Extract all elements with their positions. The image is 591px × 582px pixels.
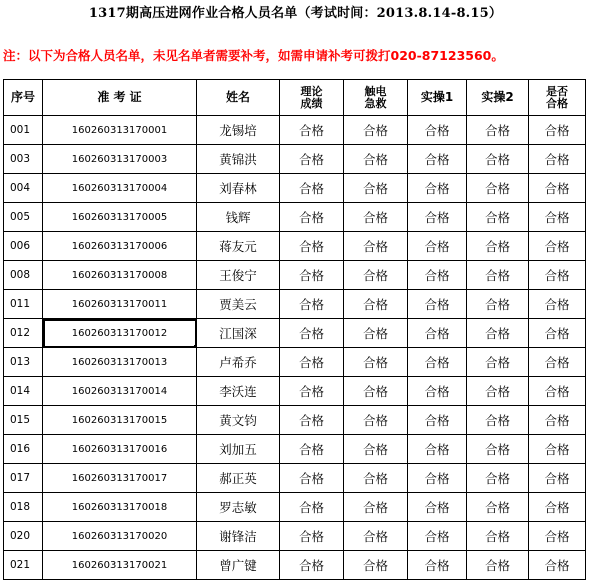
cell-ticket[interactable]: 160260313170015 (43, 406, 197, 435)
cell-electric[interactable]: 合格 (344, 551, 408, 580)
cell-electric[interactable]: 合格 (344, 435, 408, 464)
cell-name[interactable]: 郝正英 (197, 464, 280, 493)
cell-electric[interactable]: 合格 (344, 203, 408, 232)
table-row (4, 522, 586, 551)
cell-practice2[interactable]: 合格 (467, 319, 529, 348)
cell-electric[interactable]: 合格 (344, 348, 408, 377)
cell-seq[interactable]: 018 (4, 493, 43, 522)
header-practice1[interactable]: 实操1 (408, 80, 467, 116)
table-row (4, 174, 586, 203)
table-row (4, 232, 586, 261)
cell-practice2[interactable]: 合格 (467, 232, 529, 261)
cell-qualified[interactable]: 合格 (529, 232, 586, 261)
cell-ticket[interactable]: 160260313170018 (43, 493, 197, 522)
cell-seq[interactable]: 021 (4, 551, 43, 580)
header-qualified[interactable] (529, 80, 586, 116)
cell-seq[interactable]: 011 (4, 290, 43, 319)
fill-handle[interactable] (194, 345, 197, 348)
header-qualified-label: 是否合格 (546, 84, 568, 110)
header-name[interactable]: 姓名 (197, 80, 280, 116)
cell-practice1[interactable]: 合格 (408, 319, 467, 348)
cell-qualified[interactable]: 合格 (529, 522, 586, 551)
table-row (4, 290, 586, 319)
cell-practice1[interactable]: 合格 (408, 551, 467, 580)
cell-practice1[interactable]: 合格 (408, 232, 467, 261)
table-row (4, 116, 586, 145)
cell-practice1[interactable]: 合格 (408, 116, 467, 145)
cell-practice1[interactable]: 合格 (408, 493, 467, 522)
cell-electric[interactable]: 合格 (344, 406, 408, 435)
cell-name[interactable]: 谢锋洁 (197, 522, 280, 551)
cell-practice1[interactable]: 合格 (408, 522, 467, 551)
cell-electric[interactable]: 合格 (344, 232, 408, 261)
cell-qualified[interactable]: 合格 (529, 116, 586, 145)
cell-name[interactable]: 刘春林 (197, 174, 280, 203)
table-row (4, 145, 586, 174)
cell-theory[interactable]: 合格 (280, 377, 344, 406)
cell-ticket[interactable]: 160260313170003 (43, 145, 197, 174)
cell-qualified[interactable]: 合格 (529, 406, 586, 435)
cell-practice2[interactable]: 合格 (467, 116, 529, 145)
cell-practice1[interactable]: 合格 (408, 348, 467, 377)
cell-practice1[interactable]: 合格 (408, 203, 467, 232)
cell-name[interactable]: 李沃连 (197, 377, 280, 406)
cell-theory[interactable]: 合格 (280, 522, 344, 551)
cell-qualified[interactable]: 合格 (529, 551, 586, 580)
cell-ticket[interactable]: 160260313170012 (43, 319, 197, 348)
cell-practice1[interactable]: 合格 (408, 406, 467, 435)
cell-electric[interactable]: 合格 (344, 145, 408, 174)
cell-theory[interactable]: 合格 (280, 493, 344, 522)
cell-seq[interactable]: 015 (4, 406, 43, 435)
cell-practice2[interactable]: 合格 (467, 522, 529, 551)
cell-theory[interactable]: 合格 (280, 290, 344, 319)
qualified-roster-table (3, 79, 586, 580)
cell-qualified[interactable]: 合格 (529, 145, 586, 174)
cell-ticket[interactable]: 160260313170001 (43, 116, 197, 145)
cell-theory[interactable]: 合格 (280, 145, 344, 174)
page-title: 1317期高压进网作业合格人员名单（考试时间：2013.8.14-8.15） (88, 6, 503, 21)
header-theory[interactable] (280, 80, 344, 116)
header-row (4, 80, 586, 116)
cell-practice2[interactable]: 合格 (467, 174, 529, 203)
cell-theory[interactable]: 合格 (280, 348, 344, 377)
cell-ticket[interactable]: 160260313170008 (43, 261, 197, 290)
cell-qualified[interactable]: 合格 (529, 290, 586, 319)
cell-seq[interactable]: 006 (4, 232, 43, 261)
cell-ticket[interactable]: 160260313170017 (43, 464, 197, 493)
cell-electric[interactable]: 合格 (344, 290, 408, 319)
cell-electric[interactable]: 合格 (344, 377, 408, 406)
cell-qualified[interactable]: 合格 (529, 464, 586, 493)
cell-name[interactable]: 黄文钧 (197, 406, 280, 435)
cell-qualified[interactable]: 合格 (529, 493, 586, 522)
cell-practice2[interactable]: 合格 (467, 406, 529, 435)
cell-electric[interactable]: 合格 (344, 464, 408, 493)
cell-ticket[interactable]: 160260313170013 (43, 348, 197, 377)
cell-seq[interactable]: 003 (4, 145, 43, 174)
cell-qualified[interactable]: 合格 (529, 261, 586, 290)
header-practice2[interactable]: 实操2 (467, 80, 529, 116)
cell-practice1[interactable]: 合格 (408, 174, 467, 203)
cell-ticket[interactable]: 160260313170016 (43, 435, 197, 464)
table-row (4, 406, 586, 435)
cell-practice1[interactable]: 合格 (408, 435, 467, 464)
cell-ticket[interactable]: 160260313170020 (43, 522, 197, 551)
cell-theory[interactable]: 合格 (280, 232, 344, 261)
cell-seq[interactable]: 016 (4, 435, 43, 464)
cell-practice2[interactable]: 合格 (467, 435, 529, 464)
cell-ticket[interactable]: 160260313170021 (43, 551, 197, 580)
roster-body (4, 116, 586, 580)
cell-theory[interactable]: 合格 (280, 174, 344, 203)
cell-name[interactable]: 王俊宁 (197, 261, 280, 290)
cell-practice1[interactable]: 合格 (408, 464, 467, 493)
cell-name[interactable]: 曾广键 (197, 551, 280, 580)
cell-ticket[interactable]: 160260313170006 (43, 232, 197, 261)
cell-theory[interactable]: 合格 (280, 261, 344, 290)
table-row (4, 319, 586, 348)
table-row (4, 203, 586, 232)
header-electric-label: 触电急救 (364, 84, 387, 110)
cell-practice2[interactable]: 合格 (467, 377, 529, 406)
cell-theory[interactable]: 合格 (280, 551, 344, 580)
cell-theory[interactable]: 合格 (280, 464, 344, 493)
cell-electric[interactable]: 合格 (344, 174, 408, 203)
table-row (4, 493, 586, 522)
cell-name[interactable]: 江国深 (197, 319, 280, 348)
header-seq[interactable]: 序号 (4, 80, 43, 116)
table-row (4, 348, 586, 377)
cell-seq[interactable]: 004 (4, 174, 43, 203)
cell-electric[interactable]: 合格 (344, 522, 408, 551)
header-electric[interactable] (344, 80, 408, 116)
cell-practice2[interactable]: 合格 (467, 203, 529, 232)
cell-seq[interactable]: 012 (4, 319, 43, 348)
cell-electric[interactable]: 合格 (344, 116, 408, 145)
table-row (4, 464, 586, 493)
cell-seq[interactable]: 014 (4, 377, 43, 406)
cell-ticket[interactable]: 160260313170011 (43, 290, 197, 319)
cell-qualified[interactable]: 合格 (529, 319, 586, 348)
cell-name[interactable]: 贾美云 (197, 290, 280, 319)
header-theory-label: 理论成绩 (300, 84, 323, 110)
cell-seq[interactable]: 013 (4, 348, 43, 377)
cell-practice2[interactable]: 合格 (467, 464, 529, 493)
cell-seq[interactable]: 020 (4, 522, 43, 551)
cell-name[interactable]: 蒋友元 (197, 232, 280, 261)
cell-qualified[interactable]: 合格 (529, 435, 586, 464)
cell-ticket[interactable]: 160260313170014 (43, 377, 197, 406)
cell-practice1[interactable]: 合格 (408, 290, 467, 319)
cell-practice2[interactable]: 合格 (467, 290, 529, 319)
table-row (4, 435, 586, 464)
cell-practice2[interactable]: 合格 (467, 551, 529, 580)
cell-practice1[interactable]: 合格 (408, 145, 467, 174)
cell-practice2[interactable]: 合格 (467, 348, 529, 377)
cell-theory[interactable]: 合格 (280, 203, 344, 232)
cell-qualified[interactable]: 合格 (529, 348, 586, 377)
cell-seq[interactable]: 005 (4, 203, 43, 232)
cell-qualified[interactable]: 合格 (529, 377, 586, 406)
notice-text: 注：以下为合格人员名单，未见名单者需要补考，如需申请补考可拨打020-87123560。 (3, 48, 504, 63)
cell-electric[interactable]: 合格 (344, 261, 408, 290)
cell-qualified[interactable]: 合格 (529, 203, 586, 232)
cell-theory[interactable]: 合格 (280, 435, 344, 464)
cell-name[interactable]: 龙锡培 (197, 116, 280, 145)
header-ticket[interactable]: 准 考 证 (43, 80, 197, 116)
cell-name[interactable]: 钱辉 (197, 203, 280, 232)
cell-practice2[interactable]: 合格 (467, 493, 529, 522)
cell-name[interactable]: 黄锦洪 (197, 145, 280, 174)
cell-seq[interactable]: 001 (4, 116, 43, 145)
table-row (4, 377, 586, 406)
table-row (4, 261, 586, 290)
cell-name[interactable]: 刘加五 (197, 435, 280, 464)
cell-theory[interactable]: 合格 (280, 406, 344, 435)
cell-practice2[interactable]: 合格 (467, 261, 529, 290)
cell-ticket[interactable]: 160260313170005 (43, 203, 197, 232)
cell-electric[interactable]: 合格 (344, 493, 408, 522)
cell-name[interactable]: 罗志敏 (197, 493, 280, 522)
cell-practice1[interactable]: 合格 (408, 377, 467, 406)
cell-electric[interactable]: 合格 (344, 319, 408, 348)
cell-name[interactable]: 卢希乔 (197, 348, 280, 377)
table-row (4, 551, 586, 580)
cell-seq[interactable]: 017 (4, 464, 43, 493)
cell-theory[interactable]: 合格 (280, 116, 344, 145)
cell-qualified[interactable]: 合格 (529, 174, 586, 203)
cell-practice2[interactable]: 合格 (467, 145, 529, 174)
cell-seq[interactable]: 008 (4, 261, 43, 290)
cell-theory[interactable]: 合格 (280, 319, 344, 348)
cell-practice1[interactable]: 合格 (408, 261, 467, 290)
cell-ticket[interactable]: 160260313170004 (43, 174, 197, 203)
